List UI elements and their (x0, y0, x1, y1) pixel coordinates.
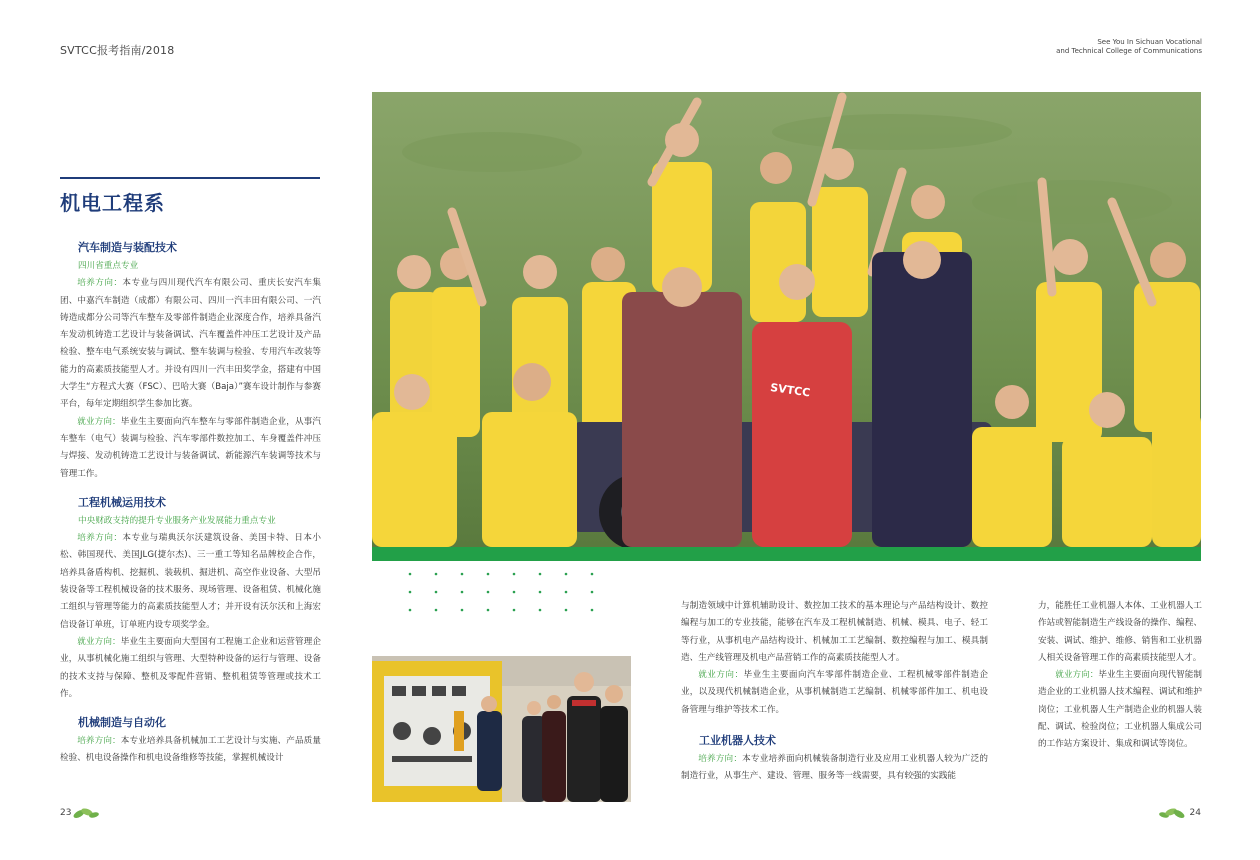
header-right-line1: See You In Sichuan Vocational (1097, 38, 1202, 46)
label: 就业方向： (77, 636, 121, 647)
label: 就业方向： (698, 670, 744, 681)
section-title: 汽车制造与装配技术 (78, 241, 177, 254)
paragraph (1038, 667, 1202, 753)
text: 毕业生主要面向现代智能制造企业的工业机器人技术编程、调试和维护岗位；工业机器人生产制造企业的机器人装配、调试、检验岗位；工业机器人集成公司的工作站方案设计、集成和调试等岗位。 (1038, 670, 1202, 750)
right-column (1038, 598, 1202, 754)
text: 本专业培养面向机械装备制造行业及应用工业机器人较为广泛的制造行业，从事生产、建设、管理、服务等一线需要，具有较强的实践能 (681, 754, 988, 782)
paragraph (60, 634, 321, 703)
label: 就业方向： (1055, 670, 1099, 681)
lab-photo (372, 656, 631, 802)
department-title: 机电工程系 (60, 191, 165, 215)
paragraph (681, 667, 988, 719)
label: 培养方向： (77, 533, 123, 544)
paragraph: 与制造领域中计算机辅助设计、数控加工技术的基本理论与产品结构设计、数控编程与加工的专业技能，能够在汽车及工程机械制造、机械、模具、电子、轻工等行业，从事机电产品结构设计、机械加工工艺编制、数控编程与加工、模具制造、生产线管理及机电产品营销工作的高素质技能型人才。 (681, 601, 988, 663)
header-right-line2: and Technical College of Communications (1056, 47, 1202, 55)
page-number-right: 24 (1189, 808, 1201, 818)
main-photo (372, 92, 1201, 547)
text: 毕业生主要面向汽车零部件制造企业、工程机械零部件制造企业，以及现代机械制造企业，从事机械制造工艺编制、机械零部件加工、机电设备管理与维护等技术工作。 (681, 670, 988, 715)
leaf-icon (72, 806, 100, 820)
text: 本专业与四川现代汽车有限公司、重庆长安汽车集团、中嘉汽车制造（成都）有限公司、四川一汽丰田有限公司、一汽铸造成都分公司等汽车整车及零部件制造企业深度合作，培养具备汽车发动机铸造工艺设计与装备调试、汽车覆盖件冲压工艺设计及产品检验、整车电气系统安装与调试、整车装调与检验、专用汽车改装等能力的高素质技能型人才。并设有四川一汽丰田奖学金，搭建有中国大学生“方程式大赛（FSC）、巴哈大赛（Baja）”赛车设计制作与参赛平台，每年定期组织学生参加比赛。 (60, 278, 321, 410)
middle-column (681, 598, 988, 786)
section-title: 工程机械运用技术 (78, 495, 166, 509)
section-title: 机械制造与自动化 (78, 716, 166, 730)
title-rule (60, 177, 320, 179)
paragraph (681, 751, 988, 786)
text: 本专业与瑞典沃尔沃建筑设备、美国卡特、日本小松、韩国现代、美国JLG(捷尔杰)、三一重工等知名品牌校企合作，培养具备盾构机、挖掘机、装载机、掘进机、高空作业设备、大型吊装设备等工程机械设备的技术服务、现场管理、设备租赁、机械化施工组织与管理等能力的高素质技能型人才；并开设有沃尔沃和上海宏信设备订单班，订单班内设专项奖学金。 (60, 533, 321, 630)
paragraph (60, 275, 321, 413)
green-band (372, 547, 1201, 561)
label: 培养方向： (77, 278, 123, 289)
paragraph (60, 733, 321, 768)
paragraph (60, 414, 321, 483)
section-title: 工业机器人技术 (699, 734, 776, 748)
label: 培养方向： (77, 736, 121, 747)
car-label: SVTCC (769, 381, 812, 400)
label: 就业方向： (77, 416, 121, 427)
header-left: SVTCC报考指南/2018 (60, 44, 175, 57)
leaf-icon (1158, 806, 1186, 820)
paragraph (60, 530, 321, 634)
label: 培养方向： (698, 754, 743, 765)
paragraph: 力，能胜任工业机器人本体、工业机器人工作站或智能制造生产线设备的操作、编程、安装、调试、维护、维修、销售和工业机器人相关设备管理工作的高素质技能型人才。 (1038, 601, 1202, 663)
header-right (1056, 38, 1202, 56)
text: 毕业生主要面向汽车整车与零部件制造企业，从事汽车整车（电气）装调与检验、汽车零部件数控加工、车身覆盖件冲压与焊接、发动机铸造工艺设计与装备调试、新能源汽车装调等技术与管理工作。 (60, 416, 321, 479)
left-column (60, 238, 321, 768)
text: 本专业培养具备机械加工工艺设计与实施、产品质量检验、机电设备操作和机电设备维修等技能，掌握机械设计 (60, 736, 321, 764)
page-number-left: 23 (60, 808, 72, 818)
section-tag: 中央财政支持的提升专业服务产业发展能力重点专业 (78, 515, 276, 526)
decorative-dots (408, 572, 598, 622)
text: 毕业生主要面向大型国有工程施工企业和运营管理企业，从事机械化施工组织与管理、大型特种设备的运行与管理、设备的技术支持与保障、整机及零配件营销、整机租赁等管理或技术工作。 (60, 636, 321, 699)
section-tag: 四川省重点专业 (78, 261, 139, 271)
